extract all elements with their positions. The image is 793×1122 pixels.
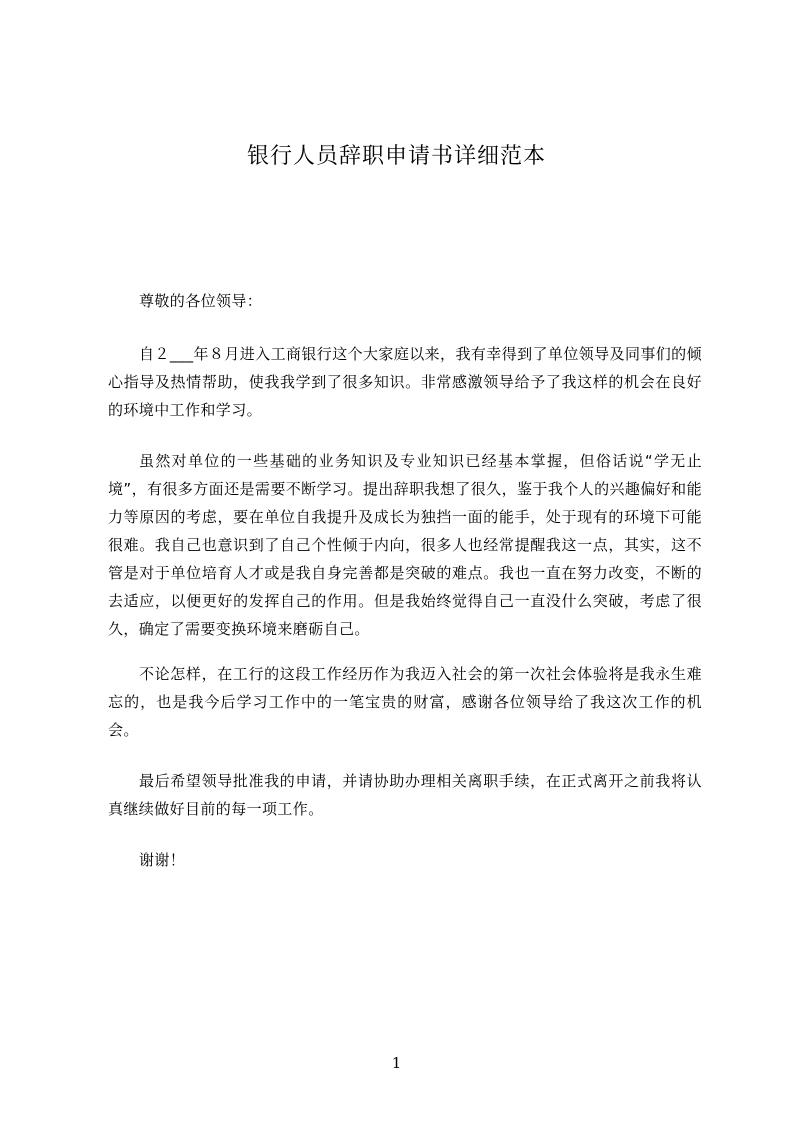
paragraph-4: 最后希望领导批准我的申请，并请协助办理相关离职手续，在正式离开之前我将认真继续做好目前的每一项工作。	[108, 772, 702, 818]
page-number: 1	[391, 1054, 402, 1072]
paragraph-1: 自２___年８月进入工商银行这个大家庭以来，我有幸得到了单位领导及同事们的倾心指导及热情帮助，使我我学到了很多知识。非常感激领导给予了我这样的机会在良好的环境中工作和学习。	[108, 345, 702, 419]
paragraph-3: 不论怎样，在工行的这段工作经历作为我迈入社会的第一次社会体验将是我永生难忘的，也是我今后学习工作中的一笔宝贵的财富，感谢各位领导给了我这次工作的机会。	[108, 665, 702, 739]
closing: 谢谢！	[139, 851, 186, 869]
document-title: 银行人员辞职申请书详细范本	[246, 144, 546, 169]
paragraph-2: 虽然对单位的一些基础的业务知识及专业知识已经基本掌握，但俗话说“学无止境”，有很多方面还是需要不断学习。提出辞职我想了很久，鉴于我个人的兴趣偏好和能力等原因的考虑，要在单位自我提升及成长为独挡一面的能手，处于现有的环境下可能很难。我自己也意识到了自己个性倾于内向，很多人也经常提醒我这一点，其实，这不管是对于单位培育人才或是我自身完善都是突破的难点。我也一直在努力改变，不断的去适应，以便更好的发挥自己的作用。但是我始终觉得自己一直没什么突破，考虑了很久，确定了需要变换环境来磨砺自己。	[108, 452, 702, 638]
salutation: 尊敬的各位领导：	[139, 292, 263, 310]
